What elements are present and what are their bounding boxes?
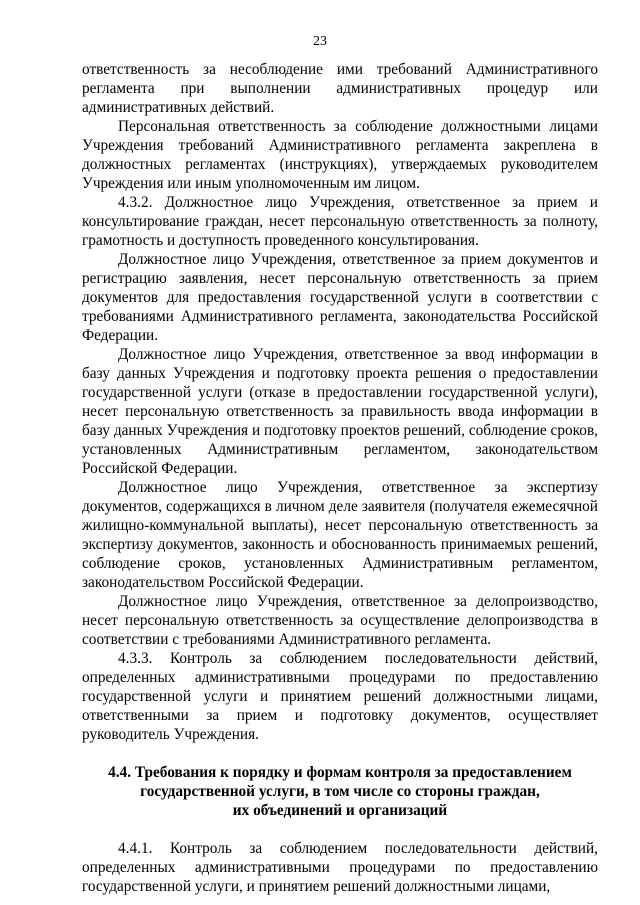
section-heading: [82, 763, 598, 820]
paragraph: Должностное лицо Учреждения, ответственное за экспертизу документов, содержащихся в личном деле заявителя (получателя ежемесячной жилищно-коммунальной выплаты), несет персональную ответственность за экспертизу документов, законность и обоснованность принимаемых решений, соблюдение сроков, установленных Административным регламентом, законодательством Российской Федерации.: [82, 479, 598, 591]
paragraph: 4.4.1. Контроль за соблюдением последовательности действий, определенных административными процедурами по предоставлению государственной услуги, и принятием решений должностными лицами,: [82, 840, 598, 895]
paragraph: 4.3.2. Должностное лицо Учреждения, ответственное за прием и консультирование граждан, несет персональную ответственность за полноту, грамотность и доступность проведенного консультирования.: [82, 194, 598, 249]
page-number: 23: [313, 34, 327, 49]
paragraph: Должностное лицо Учреждения, ответственное за делопроизводство, несет персональную ответственность за осуществление делопроизводства в соответствии с требованиями Административного регламента.: [82, 593, 598, 648]
heading-line: 4.4. Требования к порядку и формам контроля за предоставлением: [108, 764, 572, 781]
heading-line: их объединений и организаций: [232, 802, 448, 819]
paragraph: ответственность за несоблюдение ими требований Административного регламента при выполнении административных процедур или административных действий.: [82, 61, 598, 116]
paragraph: Персональная ответственность за соблюдение должностными лицами Учреждения требований Административного регламента закреплена в должностных регламентах (инструкциях), утверждаемых руководителем Учреждения или иным уполномоченным им лицом.: [82, 118, 598, 192]
document-body: [82, 60, 598, 896]
paragraph: Должностное лицо Учреждения, ответственное за ввод информации в базу данных Учреждения и подготовку проекта решения о предоставлении государственной услуги (отказе в предоставлении государственной услуги), несет персональную ответственность за правильность ввода информации в базу данных Учреждения и подготовку проектов решений, соблюдение сроков, установленных Административным регламентом, законодательством Российской Федерации.: [82, 346, 598, 477]
paragraph: 4.3.3. Контроль за соблюдением последовательности действий, определенных административными процедурами по предоставлению государственной услуги и принятием решений должностными лицами, ответственными за прием и подготовку документов, осуществляет руководитель Учреждения.: [82, 650, 598, 743]
paragraph: Должностное лицо Учреждения, ответственное за прием документов и регистрацию заявления, несет персональную ответственность за прием документов для предоставления государственной услуги в соответствии с требованиями Административного регламента, законодательства Российской Федерации.: [82, 251, 598, 344]
heading-line: государственной услуги, в том числе со стороны граждан,: [140, 783, 540, 800]
